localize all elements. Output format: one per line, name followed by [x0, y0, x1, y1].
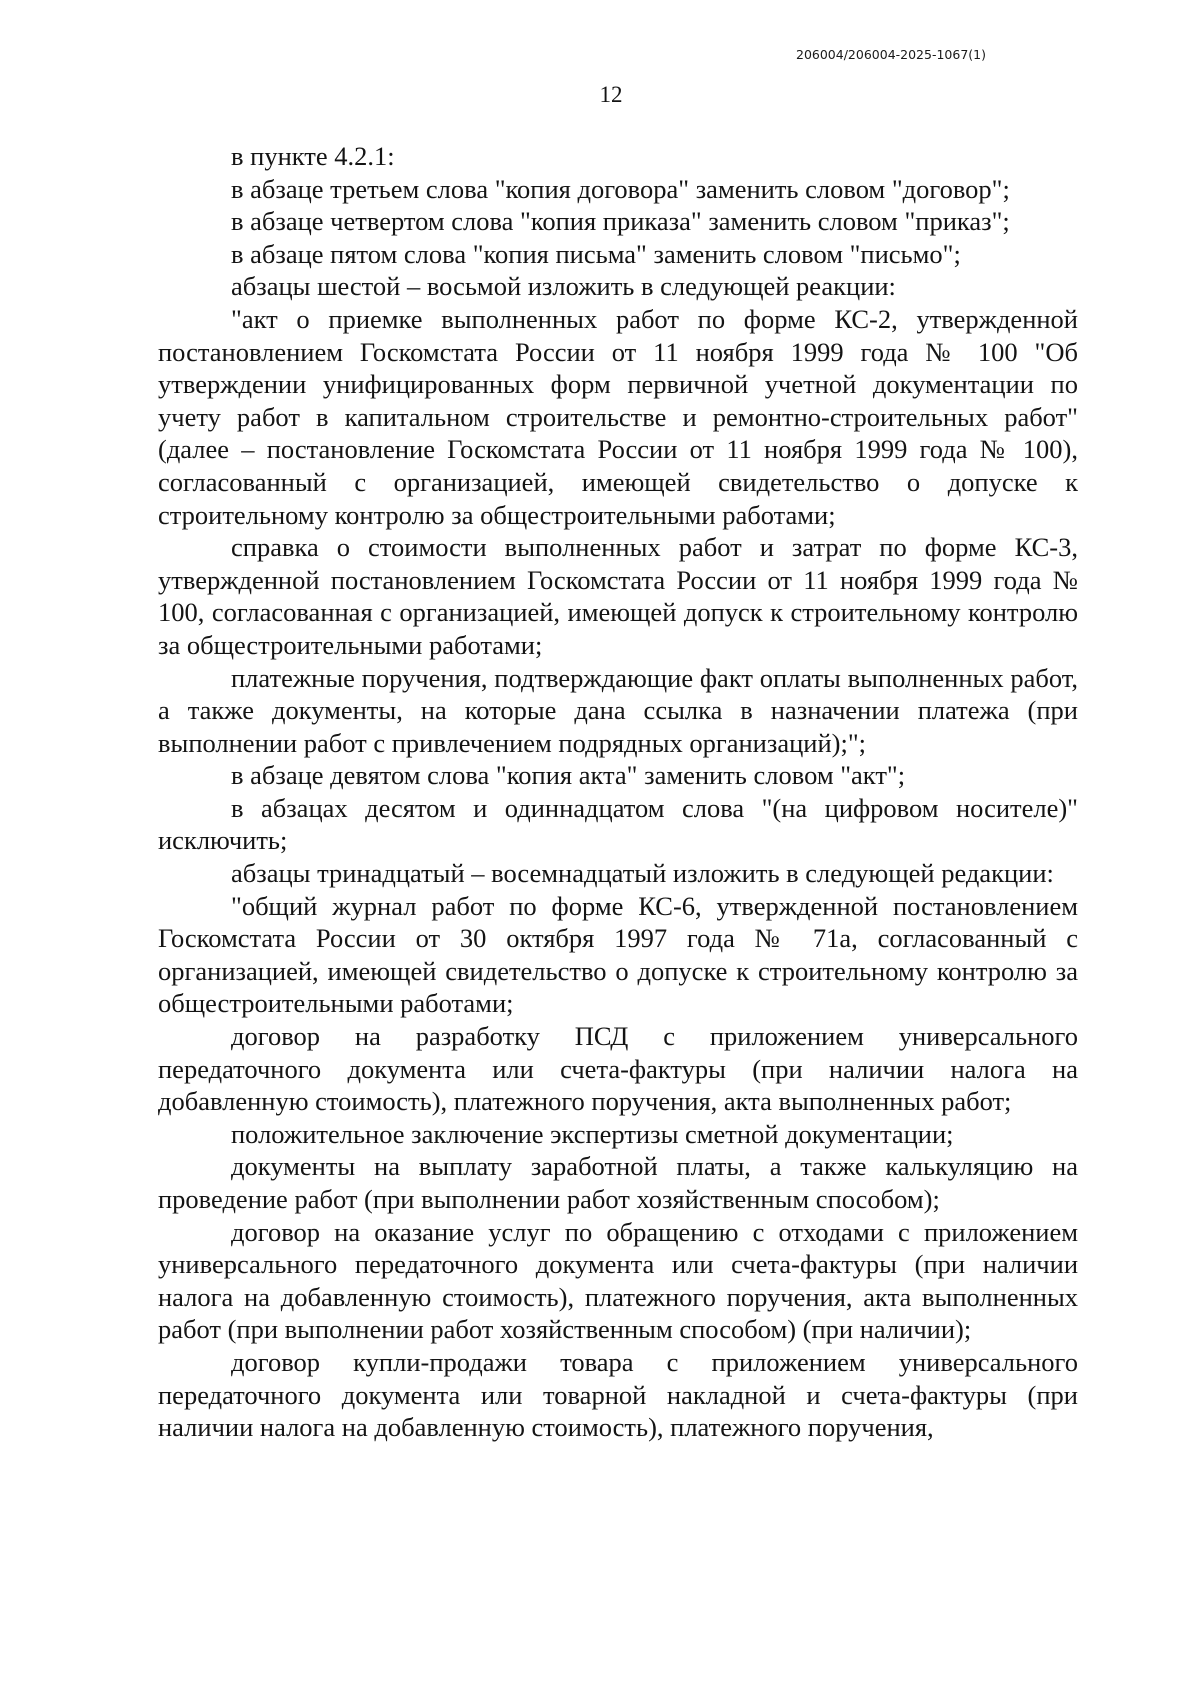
- paragraph: договор на оказание услуг по обращению с отходами с приложением универсального передаточного документа или счета-фактуры (при наличии налога на добавленную стоимость), платежного поручения, акта выполненных работ (при выполнении работ хозяйственным способом) (при наличии);: [158, 1216, 1078, 1345]
- paragraph: "общий журнал работ по форме КС-6, утвержденной постановлением Госкомстата России от 30 октября 1997 года № 71а, согласованный с организацией, имеющей свидетельство о допуске к строительному контролю за общестроительными работами;: [158, 890, 1078, 1019]
- paragraph: договор на разработку ПСД с приложением универсального передаточного документа или счета-фактуры (при наличии налога на добавленную стоимость), платежного поручения, акта выполненных работ;: [158, 1021, 1078, 1117]
- paragraph: договор купли-продажи товара с приложением универсального передаточного документа или товарной накладной и счета-фактуры (при наличии налога на добавленную стоимость), платежного поручения,: [158, 1346, 1078, 1443]
- paragraph: в абзаце девятом слова "копия акта" заменить словом "акт";: [231, 760, 906, 791]
- paragraph: положительное заключение экспертизы сметной документации;: [231, 1118, 954, 1149]
- document-body: [158, 140, 1078, 1444]
- paragraph: абзацы шестой – восьмой изложить в следующей реакции:: [231, 271, 896, 302]
- paragraph: платежные поручения, подтверждающие факт оплаты выполненных работ, а также документы, на которые дана ссылка в назначении платежа (при выполнении работ с привлечением подрядных организаций);";: [158, 662, 1078, 758]
- paragraph: в абзацах десятом и одиннадцатом слова "(на цифровом носителе)" исключить;: [158, 792, 1078, 856]
- paragraph: в пункте 4.2.1:: [231, 141, 395, 171]
- paragraph: документы на выплату заработной платы, а также калькуляцию на проведение работ (при выполнении работ хозяйственным способом);: [158, 1151, 1078, 1214]
- document-number: 206004/206004-2025-1067(1): [796, 47, 986, 62]
- paragraph: справка о стоимости выполненных работ и затрат по форме КС-3, утвержденной постановлением Госкомстата России от 11 ноября 1999 года № 100, согласованная с организацией, имеющей допуск к строительному контролю за общестроительными работами;: [158, 532, 1078, 660]
- page-number: 12: [599, 82, 623, 107]
- paragraph: в абзаце четвертом слова "копия приказа" заменить словом "приказ";: [231, 206, 1010, 237]
- paragraph: "акт о приемке выполненных работ по форме КС-2, утвержденной постановлением Госкомстата России от 11 ноября 1999 года № 100 "Об утверждении унифицированных форм первичной учетной документации по учету работ в капитальном строительстве и ремонтно-строительных работ" (далее – постановление Госкомстата России от 11 ноября 1999 года № 100), согласованный с организацией, имеющей свидетельство о допуске к строительному контролю за общестроительными работами;: [158, 303, 1078, 530]
- paragraph: абзацы тринадцатый – восемнадцатый изложить в следующей редакции:: [231, 858, 1054, 889]
- paragraph: в абзаце третьем слова "копия договора" заменить словом "договор";: [231, 173, 1010, 204]
- paragraph: в абзаце пятом слова "копия письма" заменить словом "письмо";: [231, 238, 961, 269]
